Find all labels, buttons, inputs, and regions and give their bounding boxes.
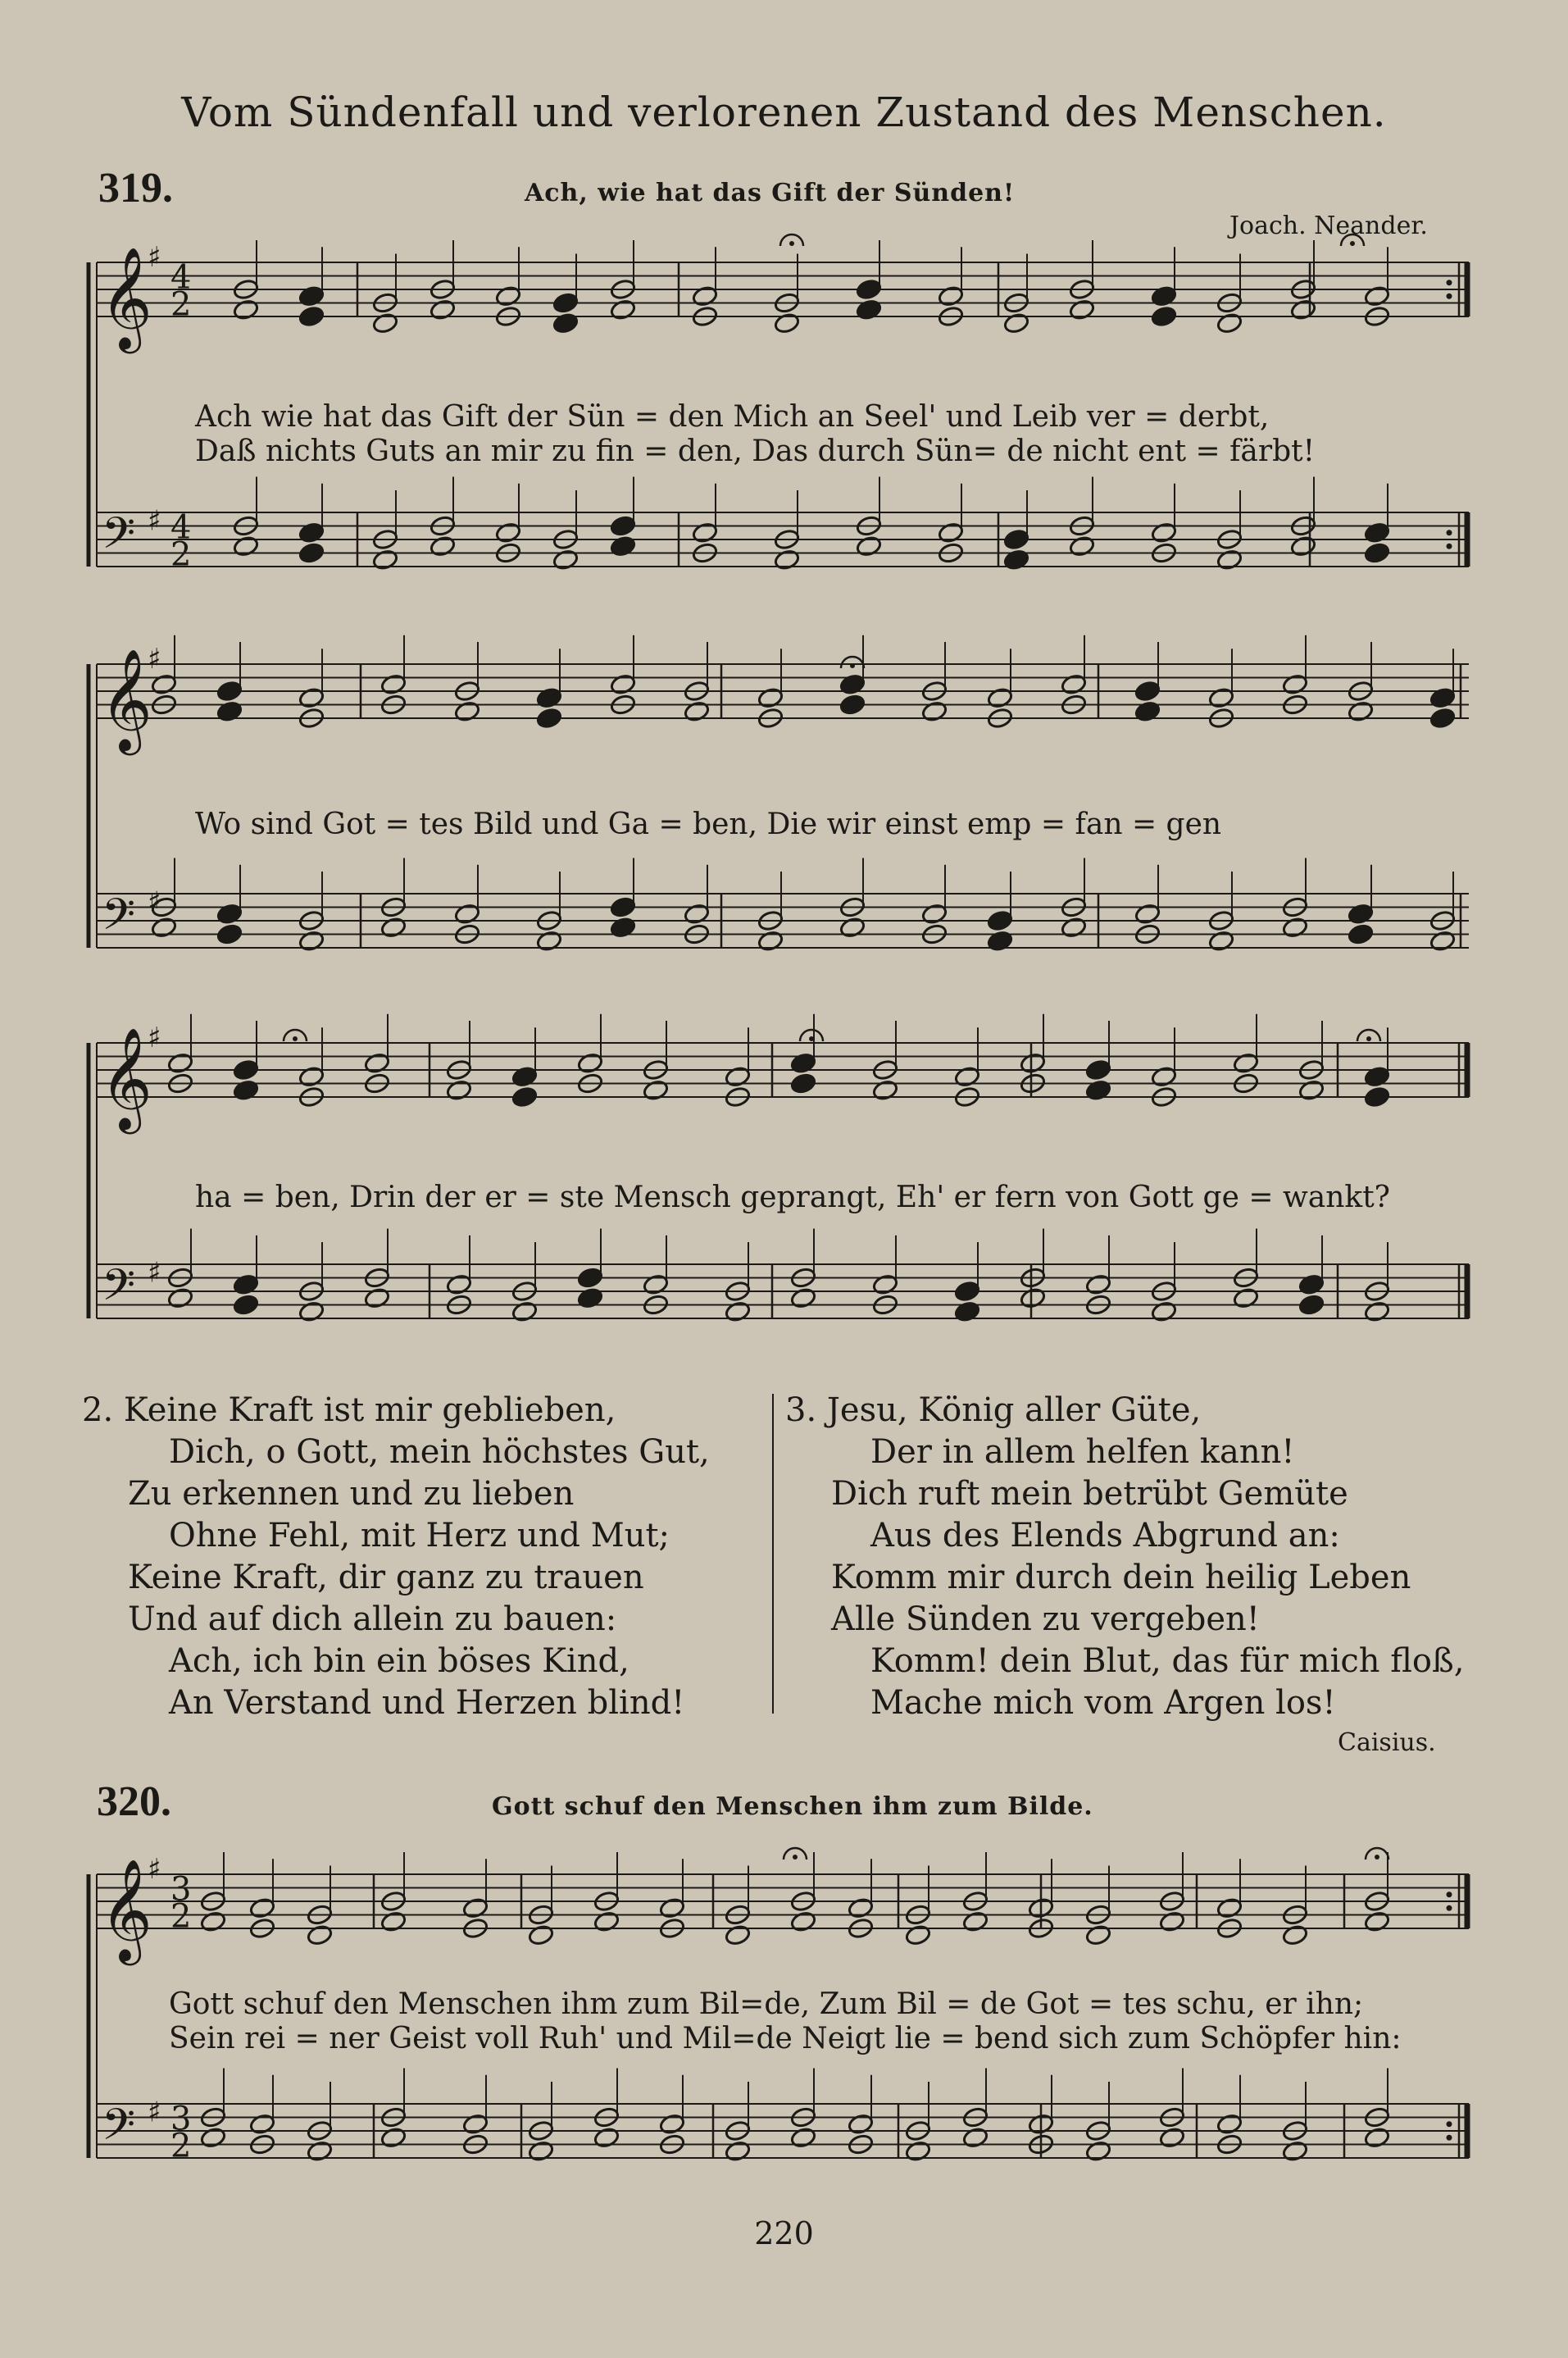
h319-s1-note-bass xyxy=(692,521,719,544)
repeat-dot xyxy=(1447,294,1452,299)
fermata-dot xyxy=(850,663,855,668)
h319-s2-note-bass xyxy=(380,917,407,939)
repeat-dot xyxy=(1447,544,1452,549)
h319-s3-note-bass xyxy=(298,1300,325,1322)
h319-s2-key-sharp-bass: ♯ xyxy=(148,885,161,919)
h320-s1-note-treble xyxy=(1216,1897,1243,1919)
h319-s3-note-treble xyxy=(233,1058,260,1081)
h319-s1-note-bass xyxy=(938,521,965,544)
h320-s1-bass-clef: 𝄢 xyxy=(102,2100,136,2161)
h320-s1-note-bass xyxy=(659,2113,686,2135)
h320-s1-note-bass xyxy=(528,2140,555,2162)
repeat-dot xyxy=(1447,1905,1452,1911)
h320-s1-note-treble xyxy=(725,1924,752,1946)
h319-s2-note-bass xyxy=(1208,930,1235,952)
repeat-dot xyxy=(1447,280,1452,285)
h319-s2-note-treble xyxy=(454,700,481,722)
h319-s2-note-bass xyxy=(684,903,711,925)
h319-s1-note-treble xyxy=(1290,298,1317,321)
h320-s1-note-treble xyxy=(380,1910,407,1932)
h319-s3-note-bass xyxy=(233,1273,260,1295)
h319-s3-note-treble xyxy=(446,1079,473,1101)
h319-s2-note-treble xyxy=(921,700,948,722)
h319-s3-note-treble xyxy=(577,1052,604,1074)
h319-s2-note-treble xyxy=(1348,700,1375,722)
verse-2-line-7: Ach, ich bin ein böses Kind, xyxy=(169,1642,629,1680)
verse-3-number: 3. xyxy=(785,1391,817,1429)
h319-s1-note-bass xyxy=(372,549,399,571)
h319-s3-note-treble xyxy=(1233,1052,1260,1074)
h319-s3-note-bass xyxy=(577,1267,604,1289)
h319-s1-note-bass xyxy=(495,521,522,544)
verse-2-line-3: Zu erkennen und zu lieben xyxy=(128,1475,575,1513)
hymn-number-320: 320. xyxy=(97,1778,171,1825)
h319-s2-note-bass xyxy=(987,930,1014,952)
h319-s3-note-treble xyxy=(1020,1052,1047,1074)
h319-s2-note-treble xyxy=(839,673,866,695)
h319-s1-note-bass xyxy=(298,521,325,544)
verse-2-number: 2. xyxy=(82,1391,114,1429)
h319-s3-note-treble xyxy=(643,1079,670,1101)
repeat-dot xyxy=(1447,2121,1452,2127)
h320-s1-note-bass xyxy=(790,2127,817,2149)
h319-s3-note-treble xyxy=(954,1066,981,1088)
h319-s3-note-treble xyxy=(511,1086,539,1108)
h319-s2-note-bass xyxy=(454,903,481,925)
h319-s1-note-bass xyxy=(1364,542,1391,564)
h319-s1-time-bottom: 2 xyxy=(170,285,192,324)
verse-3-line-1: 3. Jesu, König aller Güte, xyxy=(785,1391,1202,1429)
h319-s2-note-bass xyxy=(1348,923,1375,945)
h320-s1-note-treble xyxy=(1159,1910,1186,1932)
h319-s3-note-bass xyxy=(364,1287,391,1309)
h319-s2-note-bass xyxy=(216,903,243,925)
verse-3-line-3: Dich ruft mein betrübt Gemüte xyxy=(831,1475,1348,1513)
page-number: 220 xyxy=(754,2215,814,2251)
h319-s2-note-treble xyxy=(987,687,1014,709)
h319-s1-note-treble xyxy=(298,305,325,327)
h319-s3-note-bass xyxy=(1298,1294,1325,1316)
h319-s2-note-bass xyxy=(1429,930,1457,952)
h319-s1-note-bass xyxy=(233,535,260,558)
h320-s1-note-bass xyxy=(200,2127,227,2149)
h319-s1-note-bass xyxy=(552,549,579,571)
fermata-dot xyxy=(793,1855,798,1860)
h319-s1-note-treble xyxy=(233,298,260,321)
h319-s2-note-bass xyxy=(151,917,178,939)
h320-s1-note-bass xyxy=(1085,2140,1112,2162)
h319-s1-note-treble xyxy=(856,298,883,321)
verse-3-line-7: Komm! dein Blut, das für mich floß, xyxy=(870,1642,1465,1680)
h319-s1-note-treble xyxy=(1364,285,1391,307)
h319-s1-note-bass xyxy=(429,535,457,558)
h320-s1-note-treble xyxy=(593,1910,620,1932)
h319-s3-note-treble xyxy=(1085,1079,1112,1101)
h320-s1-note-treble xyxy=(462,1897,489,1919)
h320-s1-note-bass xyxy=(1364,2127,1391,2149)
h319-s2-note-bass xyxy=(757,930,784,952)
h319-s3-note-treble xyxy=(1364,1086,1391,1108)
h320-s1-note-treble xyxy=(1364,1910,1391,1932)
h319-s1-note-treble xyxy=(552,292,579,314)
h320-s1-note-treble xyxy=(200,1910,227,1932)
h319-s2-note-bass xyxy=(1061,917,1088,939)
verse-2-line-5: Keine Kraft, dir ganz zu trauen xyxy=(128,1559,644,1596)
fermata-dot xyxy=(293,1036,298,1041)
h320-s1-note-bass xyxy=(848,2113,875,2135)
h319-s1-time-bottom-bass: 2 xyxy=(170,535,192,574)
h319-s2-note-bass xyxy=(216,923,243,945)
h319-s3-note-bass xyxy=(643,1273,670,1295)
h319-s1-note-treble xyxy=(1151,285,1178,307)
h320-s1-note-bass xyxy=(1282,2140,1309,2162)
h319-s2-note-treble xyxy=(1282,673,1309,695)
lyric-319-system1-line2: Daß nichts Guts an mir zu fin = den, Das durch Sün= de nicht ent = färbt! xyxy=(195,435,1316,468)
h319-s2-note-bass xyxy=(839,917,866,939)
h319-s3-note-bass xyxy=(446,1273,473,1295)
h319-s2-note-treble xyxy=(1061,673,1088,695)
h319-s2-note-treble xyxy=(536,707,563,729)
h319-s1-note-treble xyxy=(495,285,522,307)
h319-s3-key-sharp-treble: ♯ xyxy=(148,1021,161,1054)
h319-s3-note-treble xyxy=(167,1052,194,1074)
h319-s1-note-bass xyxy=(1364,521,1391,544)
h320-s1-note-treble xyxy=(848,1897,875,1919)
verse-2-line-4: Ohne Fehl, mit Herz und Mut; xyxy=(169,1517,670,1555)
h319-s1-note-bass xyxy=(610,535,637,558)
repeat-dot xyxy=(1447,2135,1452,2141)
h319-s2-note-bass xyxy=(921,903,948,925)
h319-s1-time-top: 4 xyxy=(170,258,192,297)
h319-s2-note-treble xyxy=(380,673,407,695)
fermata-dot xyxy=(809,1036,814,1041)
h319-s3-note-bass xyxy=(1233,1287,1260,1309)
fermata-dot xyxy=(1350,241,1355,246)
h319-s2-note-treble xyxy=(298,687,325,709)
h319-s1-note-bass xyxy=(610,515,637,537)
repeat-dot xyxy=(1447,1891,1452,1897)
h319-s2-note-bass xyxy=(1282,917,1309,939)
h320-s1-note-bass xyxy=(1159,2127,1186,2149)
h320-s1-note-treble xyxy=(659,1897,686,1919)
hymn-320-tune-name: Gott schuf den Menschen ihm zum Bilde. xyxy=(492,1792,1093,1821)
h320-s1-note-treble xyxy=(1282,1924,1309,1946)
h319-s2-note-treble xyxy=(1134,680,1161,702)
h319-s3-key-sharp-bass: ♯ xyxy=(148,1256,161,1290)
h319-s3-note-bass xyxy=(790,1287,817,1309)
h319-s1-note-treble xyxy=(856,278,883,300)
h319-s3-note-bass xyxy=(233,1294,260,1316)
h319-s1-note-treble xyxy=(372,312,399,335)
h319-s3-note-treble xyxy=(790,1052,817,1074)
h319-s3-note-treble xyxy=(725,1066,752,1088)
h319-s1-note-bass xyxy=(774,549,801,571)
h319-s2-note-treble xyxy=(536,687,563,709)
h319-s1-note-bass xyxy=(1151,521,1178,544)
h319-s3-note-bass xyxy=(1298,1273,1325,1295)
h319-s1-note-treble xyxy=(298,285,325,307)
h320-s1-note-bass xyxy=(905,2140,932,2162)
h319-s1-note-treble xyxy=(938,285,965,307)
h319-s3-note-treble xyxy=(511,1066,539,1088)
h320-s1-note-treble xyxy=(962,1910,989,1932)
h319-s3-note-treble xyxy=(790,1072,817,1095)
h319-s2-note-bass xyxy=(610,917,637,939)
h320-s1-treble-clef: 𝄞 xyxy=(100,1859,152,1961)
verse-2-line-8: An Verstand und Herzen blind! xyxy=(169,1684,685,1722)
section-title: Vom Sündenfall und verlorenen Zustand des Menschen. xyxy=(181,89,1387,136)
h319-s3-note-bass xyxy=(954,1280,981,1302)
h319-s3-note-bass xyxy=(577,1287,604,1309)
h319-s3-note-bass xyxy=(872,1273,899,1295)
h319-s2-note-bass xyxy=(987,909,1014,931)
h319-s1-key-sharp-treble: ♯ xyxy=(148,240,161,274)
h320-s1-note-bass xyxy=(962,2127,989,2149)
h319-s3-note-bass xyxy=(1364,1300,1391,1322)
h319-s3-note-treble xyxy=(1151,1066,1178,1088)
h319-s3-note-bass xyxy=(1151,1300,1178,1322)
h319-s2-note-treble xyxy=(684,700,711,722)
h319-s3-note-treble xyxy=(233,1079,260,1101)
h319-s2-note-treble xyxy=(151,673,178,695)
h319-s2-note-treble xyxy=(1429,707,1457,729)
h319-s2-key-sharp-treble: ♯ xyxy=(148,642,161,676)
h319-s3-note-treble xyxy=(872,1079,899,1101)
h320-s1-time-bottom: 2 xyxy=(170,1897,192,1936)
h319-s3-note-treble xyxy=(298,1066,325,1088)
h320-s1-note-treble xyxy=(905,1924,932,1946)
h320-s1-time-bottom-bass: 2 xyxy=(170,2127,192,2165)
fermata-dot xyxy=(1366,1036,1371,1041)
h319-s1-note-treble xyxy=(1003,312,1030,335)
verse-3-line-6: Alle Sünden zu vergeben! xyxy=(831,1600,1260,1638)
h319-s1-note-treble xyxy=(429,298,457,321)
h319-s3-note-bass xyxy=(725,1300,752,1322)
verse-3-line-2: Der in allem helfen kann! xyxy=(870,1433,1295,1471)
h319-s2-note-treble xyxy=(610,673,637,695)
h319-s3-note-treble xyxy=(364,1052,391,1074)
h320-s1-note-treble xyxy=(790,1910,817,1932)
h319-s1-note-bass xyxy=(1216,549,1243,571)
lyric-319-system1-line1: Ach wie hat das Gift der Sün = den Mich an Seel' und Leib ver = derbt, xyxy=(195,400,1270,434)
h319-s1-note-treble xyxy=(1151,305,1178,327)
lyric-319-system3: ha = ben, Drin der er = ste Mensch geprangt, Eh' er fern von Gott ge = wankt? xyxy=(195,1181,1390,1214)
h320-s1-note-bass xyxy=(1216,2113,1243,2135)
h320-s1-key-sharp-bass: ♯ xyxy=(148,2096,161,2129)
h319-s1-note-treble xyxy=(692,285,719,307)
h319-s1-note-treble xyxy=(1216,312,1243,335)
h320-s1-note-treble xyxy=(1085,1924,1112,1946)
h320-s1-note-bass xyxy=(725,2140,752,2162)
h319-s1-note-bass xyxy=(298,542,325,564)
h319-s3-note-bass xyxy=(1085,1273,1112,1295)
h320-s1-note-bass xyxy=(593,2127,620,2149)
hymn-number-319: 319. xyxy=(98,165,173,212)
verse-3-line-5: Komm mir durch dein heilig Leben xyxy=(831,1559,1411,1596)
h319-s3-note-bass xyxy=(1020,1287,1047,1309)
h320-s1-time-top-bass: 3 xyxy=(170,2100,192,2138)
fermata-dot xyxy=(789,241,794,246)
h319-s1-note-bass xyxy=(1003,528,1030,550)
h319-s2-note-treble xyxy=(1208,687,1235,709)
h319-s2-note-treble xyxy=(1134,700,1161,722)
h319-s1-note-bass xyxy=(1290,535,1317,558)
h319-s1-note-treble xyxy=(774,312,801,335)
hymn-319-tune-name: Ach, wie hat das Gift der Sünden! xyxy=(525,179,1016,207)
h319-s3-bass-clef: 𝄢 xyxy=(102,1260,136,1322)
h319-s1-bass-clef: 𝄢 xyxy=(102,508,136,570)
h319-s3-treble-clef: 𝄞 xyxy=(100,1027,152,1130)
verse-2-line-2: Dich, o Gott, mein höchstes Gut, xyxy=(169,1433,710,1471)
verse-3-line-4: Aus des Elends Abgrund an: xyxy=(870,1517,1340,1555)
h319-s1-note-treble xyxy=(1069,298,1096,321)
h320-s1-note-bass xyxy=(307,2140,334,2162)
h319-s1-treble-clef: 𝄞 xyxy=(100,247,152,349)
h319-s1-note-bass xyxy=(1003,549,1030,571)
h320-s1-note-treble xyxy=(307,1924,334,1946)
h319-s2-note-bass xyxy=(1134,903,1161,925)
h319-s3-note-treble xyxy=(1085,1058,1112,1081)
h320-s1-note-treble xyxy=(528,1924,555,1946)
verse-3-author: Caisius. xyxy=(1338,1728,1436,1757)
h319-s2-note-treble xyxy=(1429,687,1457,709)
h320-s1-note-bass xyxy=(249,2113,276,2135)
h319-s3-note-bass xyxy=(954,1300,981,1322)
h320-s1-key-sharp-treble: ♯ xyxy=(148,1852,161,1886)
h319-s2-note-bass xyxy=(298,930,325,952)
h319-s1-note-bass xyxy=(1069,535,1096,558)
h319-s1-note-treble xyxy=(610,298,637,321)
h319-s3-note-bass xyxy=(167,1287,194,1309)
h319-s2-bass-clef: 𝄢 xyxy=(102,890,136,951)
h319-s3-note-treble xyxy=(1298,1079,1325,1101)
verse-2-line-1: 2. Keine Kraft ist mir geblieben, xyxy=(82,1391,616,1429)
verse-2 xyxy=(82,1390,710,1724)
h319-s2-treble-clef: 𝄞 xyxy=(100,649,152,751)
h319-s2-note-bass xyxy=(610,896,637,918)
h319-s2-note-treble xyxy=(216,680,243,702)
h319-s1-note-bass xyxy=(856,535,883,558)
h319-s2-note-treble xyxy=(216,700,243,722)
h320-s1-note-bass xyxy=(462,2113,489,2135)
h320-s1-time-top: 3 xyxy=(170,1870,192,1909)
h319-s1-time-top-bass: 4 xyxy=(170,508,192,547)
h319-s1-note-treble xyxy=(552,312,579,335)
verse-3 xyxy=(785,1390,1464,1724)
lyric-320-system1-line2: Sein rei = ner Geist voll Ruh' und Mil=de Neigt lie = bend sich zum Schöpfer hin: xyxy=(169,2022,1402,2055)
repeat-dot xyxy=(1447,530,1452,535)
h319-s3-note-bass xyxy=(511,1300,539,1322)
verse-3-line-8: Mache mich vom Argen los! xyxy=(870,1684,1336,1722)
h319-s2-note-bass xyxy=(1348,903,1375,925)
h319-s2-note-treble xyxy=(839,694,866,716)
h319-s2-note-treble xyxy=(757,687,784,709)
h320-s1-note-bass xyxy=(380,2127,407,2149)
lyric-320-system1-line1: Gott schuf den Menschen ihm zum Bil=de, Zum Bil = de Got = tes schu, er ihn; xyxy=(169,1987,1364,2021)
lyric-319-system2: Wo sind Got = tes Bild und Ga = ben, Die wir einst emp = fan = gen xyxy=(195,808,1222,841)
h319-s3-note-treble xyxy=(1364,1066,1391,1088)
h319-s2-note-bass xyxy=(536,930,563,952)
verse-2-line-6: Und auf dich allein zu bauen: xyxy=(128,1600,617,1638)
hymn-319-composer: Joach. Neander. xyxy=(1229,212,1428,240)
fermata-dot xyxy=(1375,1855,1379,1860)
h319-s1-key-sharp-bass: ♯ xyxy=(148,504,161,538)
h320-s1-note-treble xyxy=(249,1897,276,1919)
verse-divider xyxy=(772,1394,774,1714)
